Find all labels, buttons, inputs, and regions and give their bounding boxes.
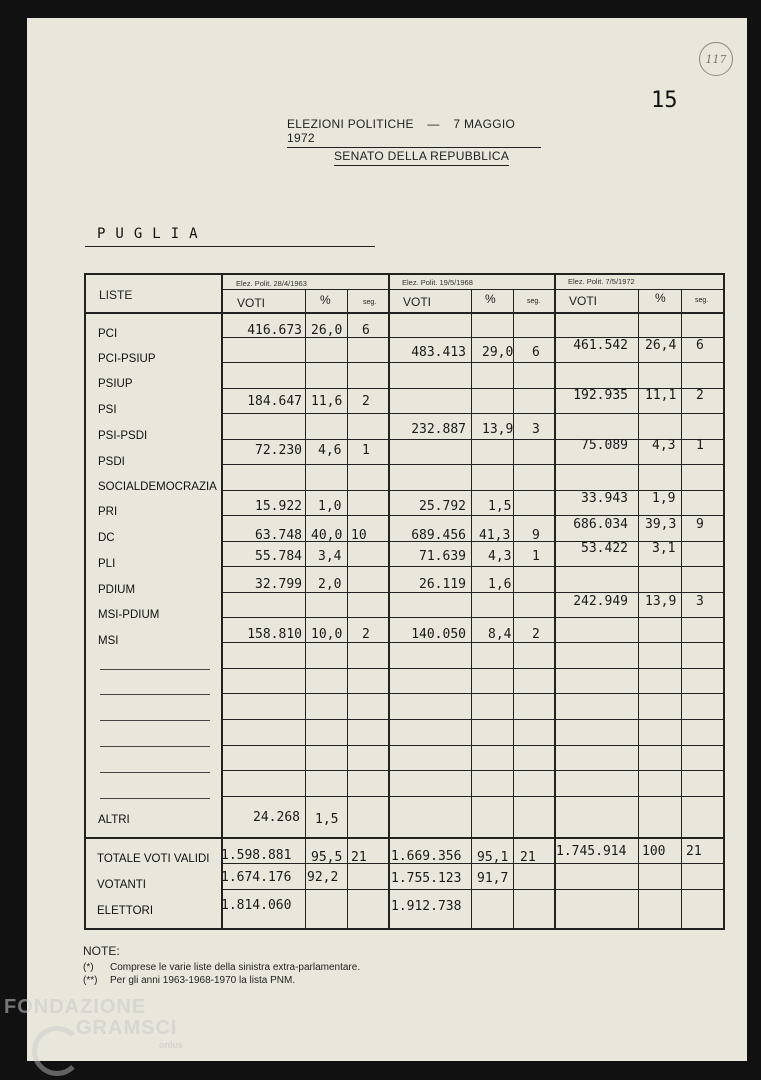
party-label: MSI-PDIUM xyxy=(98,609,160,621)
value-seg: 1 xyxy=(532,549,540,564)
value-voti: 461.542 xyxy=(573,338,628,353)
value-pct: 41,3 xyxy=(479,528,511,543)
totale-voti-validi-label: TOTALE VOTI VALIDI xyxy=(97,853,210,865)
value-seg: 3 xyxy=(696,594,704,609)
row-separator xyxy=(221,719,723,720)
value-pct: 3,1 xyxy=(652,541,676,556)
election-date: 7 MAGGIO 1972 xyxy=(287,117,516,145)
note-mark: (*) xyxy=(83,962,94,973)
value-voti: 72.230 xyxy=(255,443,302,458)
value-pct: 95,5 xyxy=(311,850,343,865)
value-seg: 21 xyxy=(686,844,702,859)
value-pct: 92,2 xyxy=(307,870,339,885)
value-pct: 91,7 xyxy=(477,871,509,886)
row-separator xyxy=(221,362,723,363)
party-label: PCI-PSIUP xyxy=(98,353,156,365)
value-voti: 1.814.060 xyxy=(221,898,292,913)
column-separator xyxy=(388,273,390,928)
value-seg: 2 xyxy=(532,627,540,642)
row-separator xyxy=(221,745,723,746)
table-border-bottom xyxy=(84,928,723,930)
row-separator xyxy=(221,668,723,669)
value-seg: 6 xyxy=(696,338,704,353)
value-pct: 11,6 xyxy=(311,394,343,409)
value-pct: 4,6 xyxy=(318,443,342,458)
blank-list-line xyxy=(100,798,210,799)
value-voti: 32.799 xyxy=(255,577,302,592)
region-title: PUGLIA xyxy=(97,226,208,242)
row-separator xyxy=(221,464,723,465)
title-dash: — xyxy=(427,117,440,131)
page-number: 15 xyxy=(651,88,678,113)
blank-list-line xyxy=(100,669,210,670)
value-seg: 2 xyxy=(696,388,704,403)
value-pct: 95,1 xyxy=(477,850,509,865)
value-seg: 6 xyxy=(362,323,370,338)
value-voti: 184.647 xyxy=(247,394,302,409)
value-voti: 26.119 xyxy=(419,577,466,592)
blank-list-line xyxy=(100,694,210,695)
value-pct: 26,0 xyxy=(311,323,343,338)
value-pct: 1,5 xyxy=(488,499,512,514)
party-label: PCI xyxy=(98,328,118,340)
value-voti: 1.669.356 xyxy=(391,849,462,864)
pct-1963-header: % xyxy=(320,293,331,307)
row-separator xyxy=(221,566,723,567)
row-separator xyxy=(221,617,723,618)
party-label: DC xyxy=(98,532,115,544)
value-pct: 13,9 xyxy=(482,422,514,437)
value-seg: 9 xyxy=(532,528,540,543)
value-pct: 1,0 xyxy=(318,499,342,514)
election-title: ELEZIONI POLITICHE xyxy=(287,117,414,131)
value-pct: 40,0 xyxy=(311,528,343,543)
watermark-line1: FONDAZIONE xyxy=(4,996,147,1018)
value-voti: 24.268 xyxy=(253,810,300,825)
value-pct: 10,0 xyxy=(311,627,343,642)
note-text: Comprese le varie liste della sinistra extra-parlamentare. xyxy=(110,962,361,973)
totals-separator xyxy=(84,837,723,839)
subcolumn-separator xyxy=(305,289,306,928)
blank-list-line xyxy=(100,772,210,773)
table-border-top xyxy=(84,273,723,275)
value-pct: 100 xyxy=(642,844,666,859)
row-separator xyxy=(221,863,723,864)
row-separator xyxy=(221,796,723,797)
seg-1972-header: seg. xyxy=(695,297,709,304)
col-liste-header: LISTE xyxy=(99,288,133,302)
value-voti: 192.935 xyxy=(573,388,628,403)
row-separator xyxy=(221,770,723,771)
value-voti: 63.748 xyxy=(255,528,302,543)
value-voti: 1.745.914 xyxy=(556,844,627,859)
value-voti: 232.887 xyxy=(411,422,466,437)
watermark-line3: onlus xyxy=(159,1040,183,1050)
value-pct: 13,9 xyxy=(645,594,677,609)
value-pct: 1,6 xyxy=(488,577,512,592)
row-separator xyxy=(221,413,723,414)
value-pct: 4,3 xyxy=(652,438,676,453)
value-pct: 8,4 xyxy=(488,627,512,642)
value-voti: 33.943 xyxy=(581,491,628,506)
header-bottom-line xyxy=(84,312,723,314)
watermark-line2: GRAMSCI xyxy=(76,1017,178,1039)
value-voti: 158.810 xyxy=(247,627,302,642)
region-underline xyxy=(85,246,375,247)
value-voti: 1.755.123 xyxy=(391,871,462,886)
value-pct: 1,9 xyxy=(652,491,676,506)
document-title xyxy=(287,117,541,148)
voti-1972-header: VOTI xyxy=(569,294,598,308)
party-label: PSDI xyxy=(98,456,125,468)
stamp-number: 117 xyxy=(705,52,727,66)
election-1968-header: Elez. Polit. 19/5/1968 xyxy=(402,278,473,287)
row-separator xyxy=(221,693,723,694)
party-label: SOCIALDEMOCRAZIA xyxy=(98,481,217,493)
party-label: PSI xyxy=(98,404,117,416)
value-seg: 1 xyxy=(362,443,370,458)
subcolumn-separator xyxy=(681,289,682,928)
value-pct: 29,0 xyxy=(482,345,514,360)
value-seg: 2 xyxy=(362,627,370,642)
value-voti: 75.089 xyxy=(581,438,628,453)
table-border-right xyxy=(723,273,725,930)
column-separator xyxy=(221,273,223,928)
value-voti: 689.456 xyxy=(411,528,466,543)
election-1972-header: Elez. Polit. 7/5/1972 xyxy=(568,277,635,286)
party-label: PDIUM xyxy=(98,584,136,596)
value-voti: 416.673 xyxy=(247,323,302,338)
row-separator xyxy=(221,490,723,491)
note-text: Per gli anni 1963-1968-1970 la lista PNM. xyxy=(110,975,296,986)
blank-list-line xyxy=(100,746,210,747)
voti-1968-header: VOTI xyxy=(403,295,432,309)
row-separator xyxy=(221,592,723,593)
subcolumn-separator xyxy=(471,289,472,928)
value-voti: 55.784 xyxy=(255,549,302,564)
value-voti: 140.050 xyxy=(411,627,466,642)
elettori-label: ELETTORI xyxy=(97,905,154,917)
archive-stamp xyxy=(699,42,733,76)
value-voti: 25.792 xyxy=(419,499,466,514)
value-pct: 1,5 xyxy=(315,812,339,827)
value-voti: 1.674.176 xyxy=(221,870,292,885)
value-seg: 2 xyxy=(362,394,370,409)
party-label: PSIUP xyxy=(98,378,133,390)
pct-1972-header: % xyxy=(655,291,666,305)
party-label: PLI xyxy=(98,558,116,570)
blank-list-line xyxy=(100,720,210,721)
value-voti: 1.598.881 xyxy=(221,848,292,863)
value-pct: 39,3 xyxy=(645,517,677,532)
value-voti: 686.034 xyxy=(573,517,628,532)
value-voti: 242.949 xyxy=(573,594,628,609)
value-voti: 71.639 xyxy=(419,549,466,564)
watermark xyxy=(4,996,183,1050)
note-mark: (**) xyxy=(83,975,98,986)
value-pct: 2,0 xyxy=(318,577,342,592)
value-seg: 10 xyxy=(351,528,367,543)
value-seg: 3 xyxy=(532,422,540,437)
subcolumn-separator xyxy=(513,289,514,928)
seg-1963-header: seg. xyxy=(363,299,377,306)
value-voti: 15.922 xyxy=(255,499,302,514)
row-separator xyxy=(221,889,723,890)
election-1963-header: Elez. Polit. 28/4/1963 xyxy=(236,279,307,288)
row-separator xyxy=(221,642,723,643)
value-seg: 6 xyxy=(532,345,540,360)
value-voti: 483.413 xyxy=(411,345,466,360)
value-pct: 26,4 xyxy=(645,338,677,353)
value-seg: 21 xyxy=(351,850,367,865)
voti-1963-header: VOTI xyxy=(237,296,266,310)
notes-title: NOTE: xyxy=(83,944,120,958)
votanti-label: VOTANTI xyxy=(97,879,146,891)
value-seg: 1 xyxy=(696,438,704,453)
subcolumn-separator xyxy=(347,289,348,928)
value-seg: 9 xyxy=(696,517,704,532)
table-border-left xyxy=(84,273,86,928)
value-voti: 1.912.738 xyxy=(391,899,462,914)
value-pct: 11,1 xyxy=(645,388,677,403)
value-pct: 3,4 xyxy=(318,549,342,564)
document-subtitle: SENATO DELLA REPUBBLICA xyxy=(334,149,509,166)
value-pct: 4,3 xyxy=(488,549,512,564)
row-separator xyxy=(221,515,723,516)
pct-1968-header: % xyxy=(485,292,496,306)
party-label: PRI xyxy=(98,506,118,518)
subcolumn-separator xyxy=(638,289,639,928)
party-label-altri: ALTRI xyxy=(98,814,130,826)
row-separator xyxy=(221,439,723,440)
column-separator xyxy=(554,273,556,928)
party-label: PSI-PSDI xyxy=(98,430,148,442)
value-seg: 21 xyxy=(520,850,536,865)
election-header-divider xyxy=(221,289,723,290)
seg-1968-header: seg. xyxy=(527,298,541,305)
party-label: MSI xyxy=(98,635,119,647)
value-voti: 53.422 xyxy=(581,541,628,556)
